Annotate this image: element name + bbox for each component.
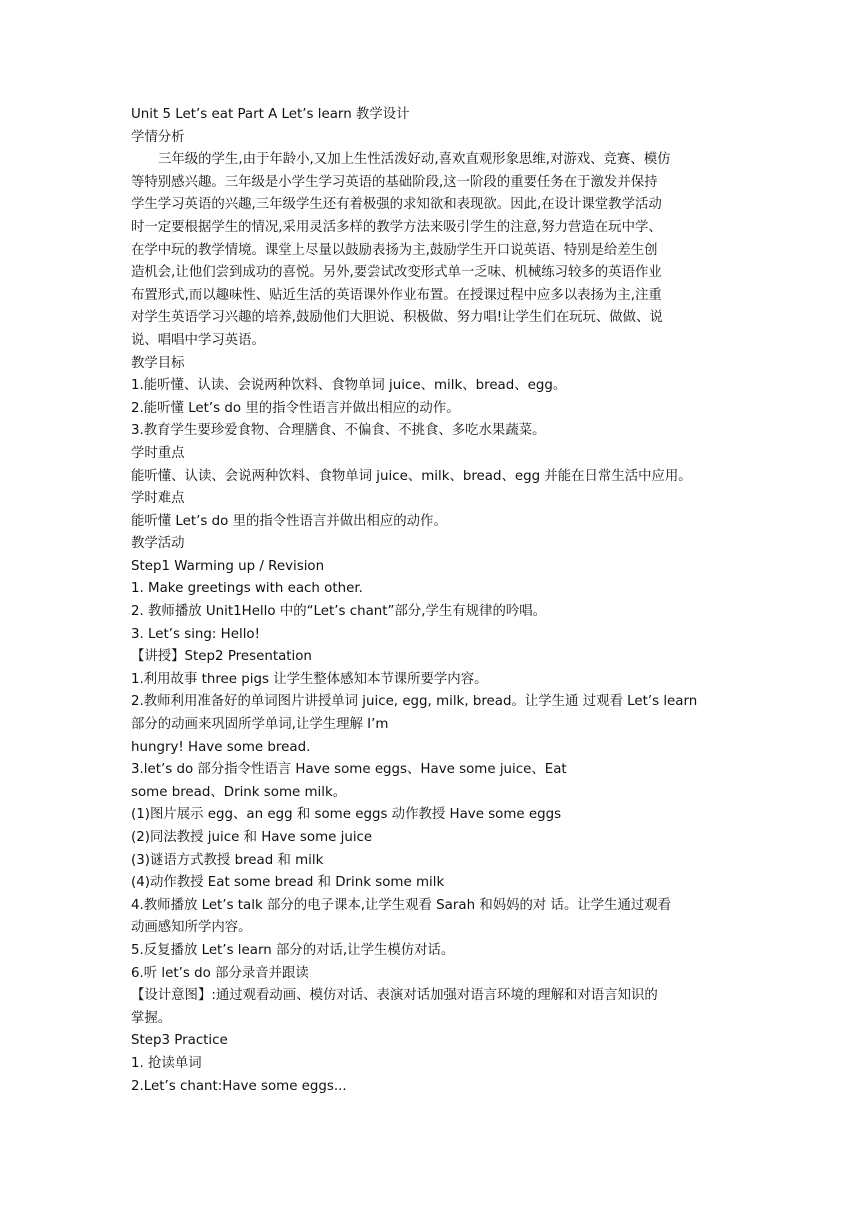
text-line: 【设计意图】:通过观看动画、模仿对话、表演对话加强对语言环境的理解和对语言知识的 — [131, 988, 658, 1004]
text-line: 5.反复播放 Let’s learn 部分的对话,让学生模仿对话。 — [131, 942, 455, 958]
document-page — [131, 104, 732, 1098]
document-title: Unit 5 Let’s eat Part A Let’s learn 教学设计 — [131, 107, 410, 122]
text-line: (1)图片展示 egg、an egg 和 some eggs 动作教授 Have some eggs — [131, 807, 562, 823]
text-line: 学时难点 — [131, 491, 185, 507]
text-line: 1. Make greetings with each other. — [131, 581, 363, 597]
text-line: 教学活动 — [131, 536, 185, 552]
text-line: 学生学习英语的兴趣,三年级学生还有着极强的求知欲和表现欲。因此,在设计课堂教学活动 — [131, 197, 662, 213]
text-line: 能听懂、认读、会说两种饮料、食物单词 juice、milk、bread、egg 并能在日常生活中应用。 — [131, 468, 692, 484]
text-line: some bread、Drink some milk。 — [131, 784, 347, 800]
text-line: Step3 Practice — [131, 1033, 228, 1049]
text-line: 说、唱唱中学习英语。 — [131, 332, 265, 348]
text-line: 学时重点 — [131, 445, 185, 461]
text-line: hungry! Have some bread. — [131, 739, 311, 755]
text-line: 2.教师利用准备好的单词图片讲授单词 juice, egg, milk, bread。让学生通 过观看 Let’s learn — [131, 694, 698, 710]
text-line: (4)动作教授 Eat some bread 和 Drink some milk — [131, 875, 445, 891]
text-line: 等特别感兴趣。三年级是小学生学习英语的基础阶段,这一阶段的重要任务在于激发并保持 — [131, 174, 658, 190]
text-line: 3.教育学生要珍爱食物、合理膳食、不偏食、不挑食、多吃水果蔬菜。 — [131, 423, 546, 439]
text-line: 4.教师播放 Let’s talk 部分的电子课本,让学生观看 Sarah 和妈妈的对 话。让学生通过观看 — [131, 897, 672, 913]
text-line: 【讲授】Step2 Presentation — [131, 649, 312, 665]
text-line: 能听懂 Let’s do 里的指令性语言并做出相应的动作。 — [131, 513, 447, 529]
text-line: (3)谜语方式教授 bread 和 milk — [131, 852, 324, 868]
text-line: 布置形式,而以趣味性、贴近生活的英语课外作业布置。在授课过程中应多以表扬为主,注重 — [131, 287, 662, 303]
text-line: 部分的动画来巩固所学单词,让学生理解 I’m — [131, 717, 389, 733]
text-line: 2. 教师播放 Unit1Hello 中的“Let’s chant”部分,学生有规律的吟唱。 — [131, 604, 547, 620]
text-line: 6.听 let’s do 部分录音并跟读 — [131, 965, 309, 981]
text-line: 1.利用故事 three pigs 让学生整体感知本节课所要学内容。 — [131, 671, 488, 687]
text-line: 时一定要根据学生的情况,采用灵活多样的教学方法来吸引学生的注意,努力营造在玩中学、 — [131, 219, 662, 235]
text-line: 2.能听懂 Let’s do 里的指令性语言并做出相应的动作。 — [131, 400, 460, 416]
text-line: 教学目标 — [131, 355, 185, 371]
text-line: 三年级的学生,由于年龄小,又加上生性活泼好动,喜欢直观形象思维,对游戏、竞赛、模仿 — [158, 152, 671, 168]
text-line: 1.能听懂、认读、会说两种饮料、食物单词 juice、milk、bread、egg。 — [131, 378, 567, 394]
text-line: (2)同法教授 juice 和 Have some juice — [131, 830, 373, 845]
text-line: Step1 Warming up / Revision — [131, 558, 325, 574]
text-line: 在学中玩的教学情境。课堂上尽量以鼓励表扬为主,鼓励学生开口说英语、特别是给差生创 — [131, 242, 658, 258]
text-line: 对学生英语学习兴趣的培养,鼓励他们大胆说、积极做、努力唱!让学生们在玩玩、做做、说 — [131, 310, 663, 326]
text-line: 3.let’s do 部分指令性语言 Have some eggs、Have some juice、Eat — [131, 762, 567, 778]
text-line: 2.Let’s chant:Have some eggs... — [131, 1078, 347, 1094]
text-line: 学情分析 — [131, 129, 185, 145]
text-line: 动画感知所学内容。 — [131, 920, 252, 936]
text-line: 造机会,让他们尝到成功的喜悦。另外,要尝试改变形式单一乏味、机械练习较多的英语作业 — [131, 265, 662, 281]
text-line: 3. Let’s sing: Hello! — [131, 626, 260, 642]
document-body — [131, 127, 732, 1099]
text-line: 1. 抢读单词 — [131, 1055, 202, 1071]
text-line: 掌握。 — [131, 1010, 172, 1026]
